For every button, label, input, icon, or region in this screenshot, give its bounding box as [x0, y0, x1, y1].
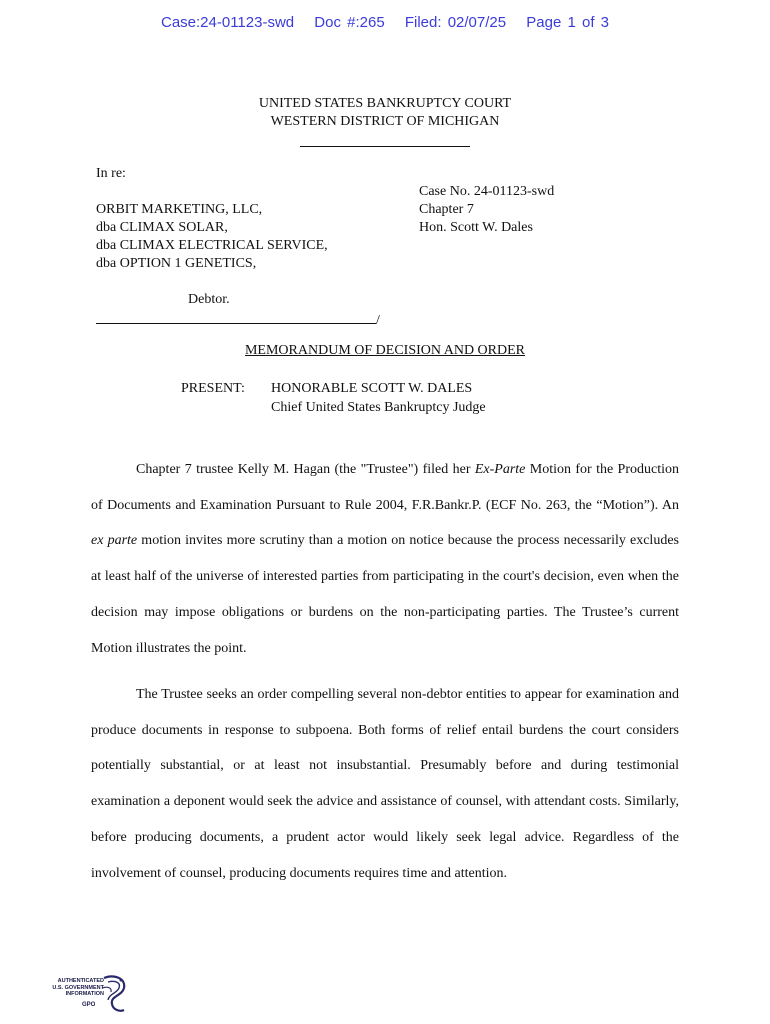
court-heading-rule [300, 146, 470, 147]
body-paragraph-2 [91, 677, 679, 891]
party-name: ORBIT MARKETING, LLC, [96, 202, 263, 217]
filing-stamp [0, 14, 770, 31]
paragraph-text: Chapter 7 trustee Kelly M. Hagan (the "Trustee") filed her [136, 462, 475, 477]
debtor-label: Debtor. [188, 292, 230, 307]
present-label: PRESENT: [181, 381, 245, 396]
stamp-doc-number: Doc #:265 [314, 14, 385, 31]
present-block [181, 379, 486, 417]
stamp-page-count: Page 1 of 3 [526, 14, 610, 31]
paragraph-text: The Trustee seeks an order compelling several non-debtor entities to appear for examination and produce documents in response to subpoena. Both forms of relief entail burdens the court considers potentially substantial, or at least not insubstantial. Presumably before and during testimonial examination a deponent would seek the advice and assistance of counsel, with attendant costs. Similarly, before producing documents, a prudent actor would likely seek legal advice. Regardless of the involvement of counsel, producing documents requires time and attention. [91, 687, 679, 881]
seal-line: U.S. GOVERNMENT [52, 984, 104, 991]
seal-gpo: GPO [82, 1002, 96, 1008]
caption-rule [96, 311, 380, 330]
case-caption-details [419, 183, 554, 237]
body-paragraph-1 [91, 452, 679, 666]
present-judge-title: Chief United States Bankruptcy Judge [271, 400, 486, 415]
in-re-label: In re: [96, 166, 126, 181]
seal-line: AUTHENTICATED [57, 978, 104, 984]
seal-text [44, 978, 104, 998]
court-district: WESTERN DISTRICT OF MICHIGAN [270, 114, 500, 129]
caption-rule-end: / [376, 313, 380, 328]
chapter: Chapter 7 [419, 202, 474, 217]
seal-line: INFORMATION [65, 991, 104, 997]
paragraph-text: Motion for the Production of Documents and Examination Pursuant to Rule 2004, F.R.Bankr.P. (ECF No. 263, the “Motion”). An [91, 462, 679, 513]
present-judge: HONORABLE SCOTT W. DALES [271, 381, 473, 396]
case-caption-parties [96, 165, 328, 309]
party-dba: dba CLIMAX ELECTRICAL SERVICE, [96, 238, 328, 253]
document-title: MEMORANDUM OF DECISION AND ORDER [244, 343, 526, 358]
case-number: Case No. 24-01123-swd [419, 184, 555, 199]
emphasis-text: ex parte [91, 533, 138, 549]
party-dba: dba CLIMAX SOLAR, [96, 220, 228, 235]
party-dba: dba OPTION 1 GENETICS, [96, 256, 257, 271]
eagle-seal-icon [100, 974, 130, 1016]
court-name: UNITED STATES BANKRUPTCY COURT [258, 96, 512, 111]
court-heading [0, 95, 770, 131]
paragraph-text: motion invites more scrutiny than a motion on notice because the process necessarily excludes at least half of the universe of interested parties from participating in the court's decision, even when the decision may impose obligations or burdens on the non-participating parties. The Trustee’s current Motion illustrates the point. [91, 533, 679, 656]
stamp-case-number: Case:24-01123-swd [160, 14, 295, 31]
caption-rule-line [96, 311, 376, 324]
stamp-filed-date: Filed: 02/07/25 [404, 14, 507, 31]
judge-name: Hon. Scott W. Dales [419, 220, 533, 235]
authenticated-gpo-seal [44, 974, 134, 1018]
emphasis-text: Ex-Parte [474, 462, 526, 477]
